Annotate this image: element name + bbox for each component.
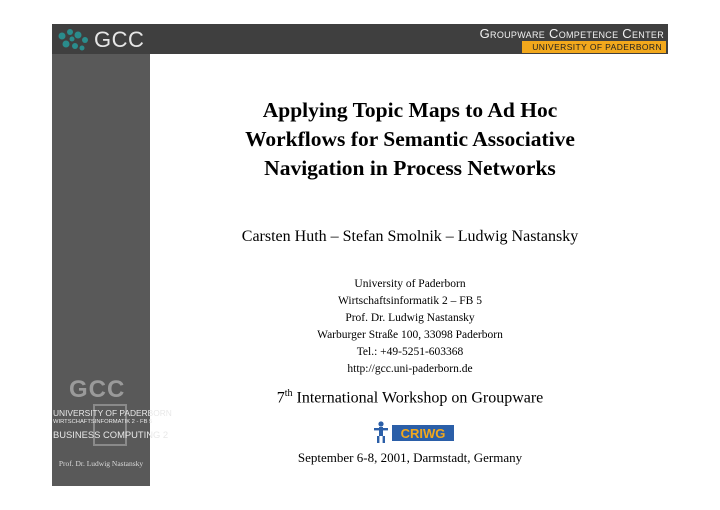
date-place: September 6-8, 2001, Darmstadt, Germany [297,450,523,465]
competence-center-banner [430,24,668,54]
website-link[interactable]: http://gcc.uni-paderborn.de [347,363,473,375]
affiliation-line: University of Paderborn [354,278,466,290]
authors: Carsten Huth – Stefan Smolnik – Ludwig Nastansky [241,228,579,245]
affiliation-line: Prof. Dr. Ludwig Nastansky [345,312,475,324]
sidebar-department: WIRTSCHAFTSINFORMATIK 2 - FB 5 [53,419,153,425]
logo-text: GCC [94,27,145,52]
criwg-text: CRIWG [400,426,446,441]
workshop-ordinal: 7 [276,389,285,407]
sidebar-logo [53,376,172,456]
university-label: UNIVERSITY OF PADERBORN [522,41,666,53]
sidebar-logo-text: GCC [69,376,126,403]
title-line: Workflows for Semantic Associative [245,127,575,151]
title-line: Applying Topic Maps to Ad Hoc [262,98,558,122]
gcc-logo [56,27,144,53]
center-name: Groupware Competence Center [479,26,664,41]
affiliation [160,276,660,378]
workshop-name [160,388,660,407]
criwg-logo [372,420,456,444]
workshop-rest: International Workshop on Groupware [292,389,544,407]
affiliation-line: Warburger Straße 100, 33098 Paderborn [317,329,503,341]
affiliation-line: Wirtschaftsinformatik 2 – FB 5 [338,295,482,307]
affiliation-line: Tel.: +49-5251-603368 [356,346,464,358]
sidebar-university: UNIVERSITY OF PADERBORN [53,408,172,418]
sidebar-business-computing: BUSINESS COMPUTING 2 [53,429,169,440]
workshop-suffix: th [284,388,293,399]
presentation-title [160,96,660,183]
gcc-network-icon [56,27,90,53]
sidebar-prof: Prof. Dr. Ludwig Nastansky [58,459,144,468]
title-line: Navigation in Process Networks [264,156,556,180]
